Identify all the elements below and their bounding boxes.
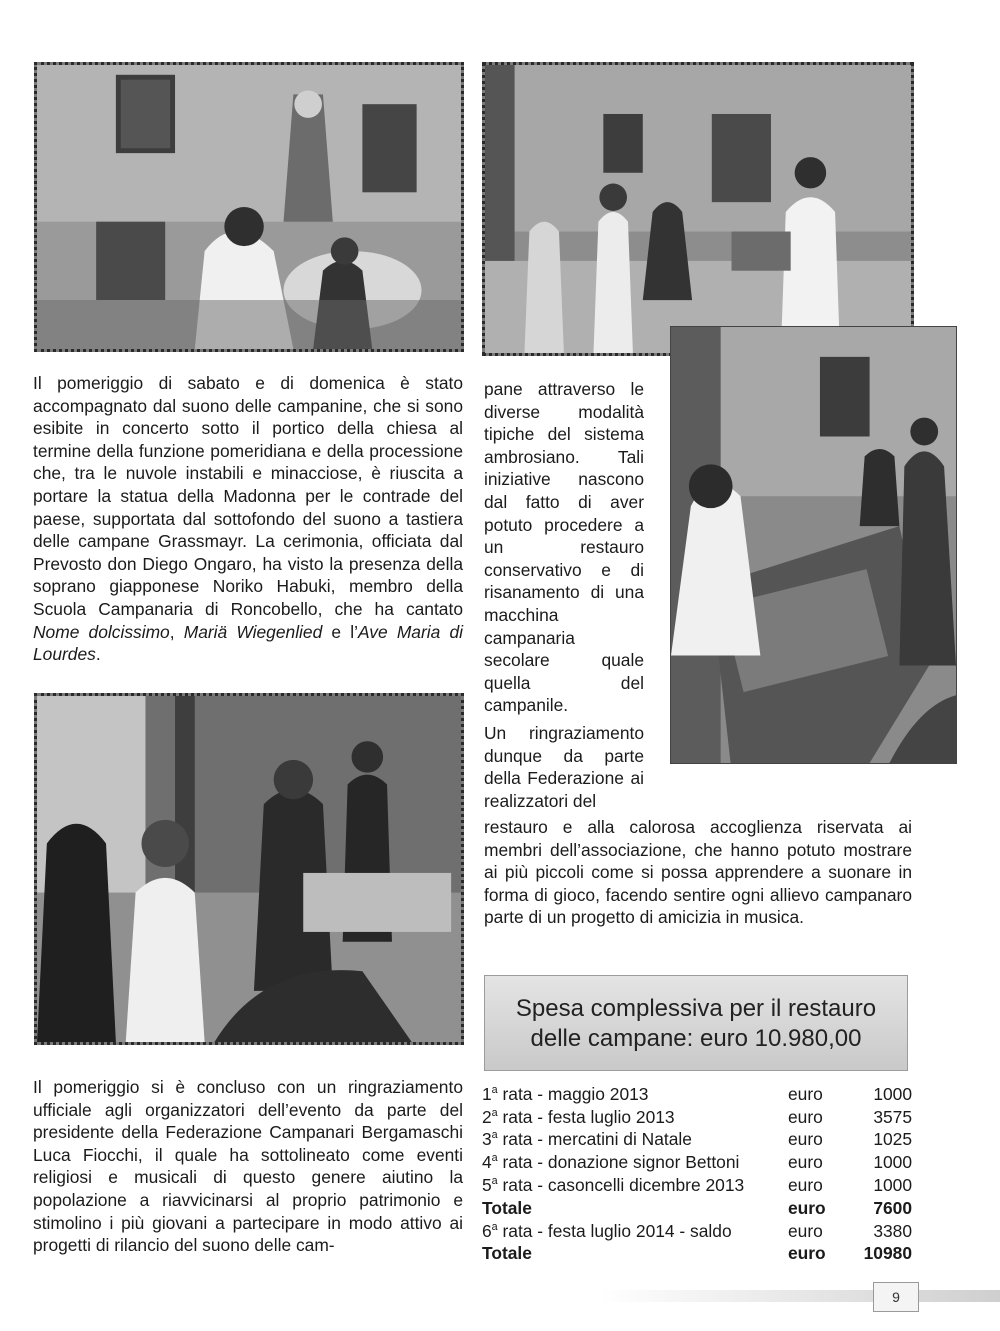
rate-description: rata - donazione signor Bettoni — [497, 1152, 740, 1173]
rate-amount: 1000 — [873, 1083, 912, 1104]
rate-description: rata - casoncelli dicembre 2013 — [497, 1175, 745, 1196]
paragraph-2: pane attraverso le diverse modalità tipiche del sistema ambrosiano. Tali iniziative nascono dal fatto di aver potuto procedere a un restauro conservativo e di risanamento di una macchina campanaria secolare quale quella del campanile. — [484, 379, 644, 716]
rates-row — [482, 1151, 912, 1174]
paragraph-4: Il pomeriggio si è concluso con un ringraziamento ufficiale agli organizzatori dell’evento da parte del presidente della Federazione Campanari Bergamaschi Luca Fiocchi, il quale ha sottolineato come eventi religiosi e musicali di questo genere aiutino la popolazione a riavvicinarsi al proprio patrimonio e stimolino i più giovani a partecipare in modo attivo ai progetti di rilancio del suono delle cam- — [33, 1077, 463, 1256]
rate-ordinal: a — [491, 1129, 498, 1142]
rate-description: rata - festa luglio 2014 - saldo — [497, 1220, 732, 1241]
song-separator: , — [169, 621, 184, 642]
rate-number: 1 — [482, 1083, 492, 1104]
song-end: . — [95, 644, 101, 665]
song-and: e l’ — [322, 621, 358, 642]
total-cost-line-1: Spesa complessiva per il restauro — [515, 995, 877, 1022]
rate-currency: euro — [788, 1175, 823, 1196]
rates-row — [482, 1220, 912, 1243]
rate-amount: 1000 — [873, 1175, 912, 1196]
rate-description: Totale — [482, 1197, 532, 1218]
page-footer-bar — [600, 1290, 1000, 1302]
rate-description: rata - festa luglio 2013 — [497, 1106, 675, 1127]
rate-currency: euro — [788, 1197, 826, 1218]
photo-concert-portico — [482, 62, 914, 356]
page-number: 9 — [873, 1282, 919, 1312]
rate-label — [482, 1174, 788, 1197]
rates-row — [482, 1129, 912, 1152]
rate-currency: euro — [788, 1220, 823, 1241]
rate-label — [482, 1083, 788, 1106]
rate-ordinal: a — [491, 1220, 498, 1233]
rate-number: 2 — [482, 1106, 492, 1127]
rates-row — [482, 1083, 912, 1106]
rate-amount: 3380 — [873, 1220, 912, 1241]
song-title-3: Ave Maria di Lourdes — [33, 621, 463, 665]
photo-children-table — [34, 693, 464, 1045]
rate-label — [482, 1197, 788, 1220]
rate-label — [482, 1151, 788, 1174]
rate-description: rata - mercatini di Natale — [497, 1129, 692, 1150]
rate-number: 4 — [482, 1152, 492, 1173]
photo-bell-keyboard — [670, 326, 957, 764]
total-cost-box — [484, 975, 908, 1071]
paragraph-1 — [33, 372, 463, 666]
rates-row — [482, 1174, 912, 1197]
rates-table — [482, 1083, 912, 1265]
rate-ordinal: a — [491, 1152, 498, 1165]
rate-amount: 10980 — [863, 1243, 912, 1264]
rate-amount: 3575 — [873, 1106, 912, 1127]
paragraph-3-narrow: Un ringraziamento dunque da parte della Federazione ai realizzatori del — [484, 723, 644, 811]
rates-total-row — [482, 1197, 912, 1220]
total-cost-line-2: delle campane: euro 10.980,00 — [530, 1025, 862, 1052]
rate-number: 5 — [482, 1175, 492, 1196]
song-title-1: Nome dolcissimo — [33, 621, 170, 642]
rate-amount: 7600 — [873, 1197, 912, 1218]
paragraph-3-wide: restauro e alla calorosa accoglienza riservata ai membri dell’associazione, che hanno potuto mostrare ai più piccoli come si possa apprendere a suonare in forma di gioco, facendo sentire ogni allievo campanaro parte di un progetto di amicizia in musica. — [484, 817, 912, 928]
rate-currency: euro — [788, 1106, 823, 1127]
rate-amount: 1000 — [873, 1152, 912, 1173]
rate-ordinal: a — [491, 1175, 498, 1188]
rate-currency: euro — [788, 1129, 823, 1150]
photo-procession — [34, 62, 464, 352]
rate-description: Totale — [482, 1243, 532, 1264]
rate-label — [482, 1129, 788, 1152]
paragraph-1-text: Il pomeriggio di sabato e di domenica è stato accompagnato dal suono delle campanine, che si sono esibite in concerto sotto il portico della chiesa al termine della funzione pomeridiana e della processione che, tra le nuvole instabili e minacciose, è riuscita a portare la statua della Madonna per le contrade del paese, supportata dal sottofondo del suono a tastiera delle campane Grassmayr. La cerimonia, officiata dal Prevosto don Diego Ongaro, ha visto la presenza della soprano giapponese Noriko Habuki, membro della Scuola Campanaria di Roncobello, che ha cantato — [33, 373, 463, 619]
rate-label — [482, 1220, 788, 1243]
rate-label — [482, 1106, 788, 1129]
rate-currency: euro — [788, 1152, 823, 1173]
rate-number: 6 — [482, 1220, 492, 1241]
rate-currency: euro — [788, 1243, 826, 1264]
rate-label — [482, 1243, 788, 1266]
rate-number: 3 — [482, 1129, 492, 1150]
rate-ordinal: a — [491, 1084, 498, 1097]
rates-row — [482, 1106, 912, 1129]
rate-amount: 1025 — [873, 1129, 912, 1150]
song-title-2: Mariä Wiegenlied — [183, 621, 323, 642]
rate-description: rata - maggio 2013 — [497, 1083, 649, 1104]
rates-total-row — [482, 1243, 912, 1266]
rate-ordinal: a — [491, 1106, 498, 1119]
rate-currency: euro — [788, 1083, 823, 1104]
